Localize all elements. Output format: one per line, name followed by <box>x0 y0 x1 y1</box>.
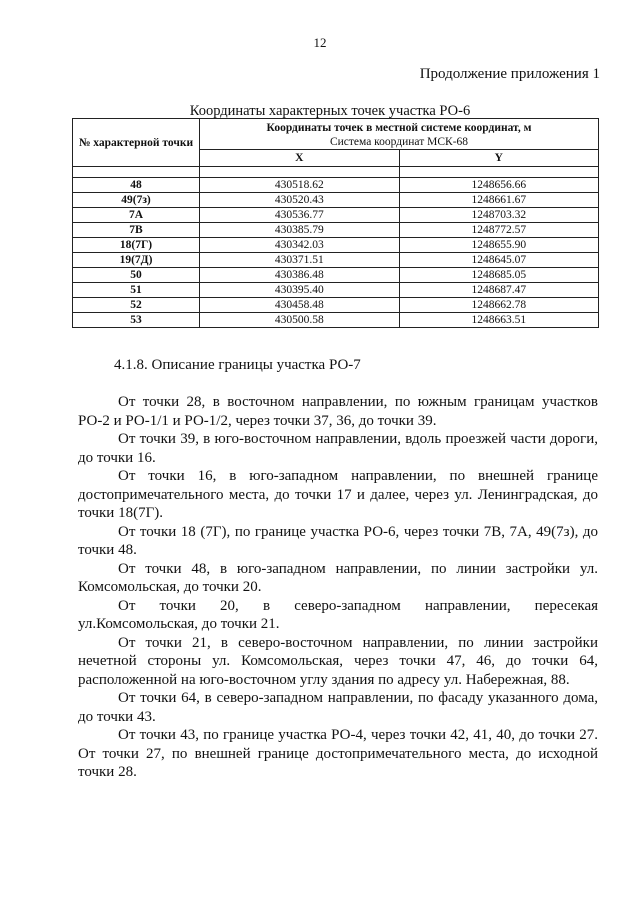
cell-point: 51 <box>73 283 200 298</box>
cell-point: 19(7Д) <box>73 253 200 268</box>
cell-x-value: 430371.51 <box>200 253 400 268</box>
column-header-coordinates <box>200 119 599 150</box>
cell-y-value: 1248656.66 <box>399 178 599 193</box>
cell-point: 50 <box>73 268 200 283</box>
cell-x-value: 430536.77 <box>200 208 400 223</box>
paragraph: От точки 64, в северо-западном направлении, по фасаду указанного дома, до точки 43. <box>78 690 598 725</box>
cell-point: 49(7з) <box>73 193 200 208</box>
paragraph: От точки 16, в юго-западном направлении, по внешней границе достопримечательного места, до точки 17 и далее, через ул. Ленинградская, до точки 18(7Г). <box>78 468 598 521</box>
table-row <box>73 253 599 268</box>
cell-y-value: 1248772.57 <box>399 223 599 238</box>
cell-y-value: 1248685.05 <box>399 268 599 283</box>
page-number: 12 <box>313 35 327 50</box>
cell-point: 52 <box>73 298 200 313</box>
cell-x-value: 430395.40 <box>200 283 400 298</box>
table-spacer-row <box>73 167 599 178</box>
section-heading: 4.1.8. Описание границы участка РО-7 <box>114 357 361 373</box>
paragraph: От точки 18 (7Г), по границе участка РО-6, через точки 7В, 7А, 49(7з), до точки 48. <box>78 523 598 558</box>
cell-point: 48 <box>73 178 200 193</box>
cell-x-value: 430386.48 <box>200 268 400 283</box>
cell-x-value: 430458.48 <box>200 298 400 313</box>
cell-point: 18(7Г) <box>73 238 200 253</box>
coordinates-table <box>72 118 599 328</box>
cell-y-value: 1248662.78 <box>399 298 599 313</box>
cell-y-value: 1248645.07 <box>399 253 599 268</box>
table-row <box>73 208 599 223</box>
cell-point: 53 <box>73 313 200 328</box>
paragraph: От точки 21, в северо-восточном направлении, по линии застройки нечетной стороны ул. Комсомольская, через точки 47, 46, до точки 64, расположенной на юго-восточном углу здания по адресу ул. Набережная, 88. <box>78 634 598 688</box>
cell-x-value: 430385.79 <box>200 223 400 238</box>
table-row <box>73 298 599 313</box>
column-header-point: № характерной точки <box>73 119 200 167</box>
table-row <box>73 313 599 328</box>
paragraph: От точки 43, по границе участка РО-4, через точки 42, 41, 40, до точки 27. От точки 27, по внешней границе достопримечательного места, до исходной точки 28. <box>78 727 598 780</box>
table-row <box>73 283 599 298</box>
cell-point: 7А <box>73 208 200 223</box>
boundary-description <box>78 393 598 782</box>
cell-y-value: 1248703.32 <box>399 208 599 223</box>
appendix-note: Продолжение приложения 1 <box>419 66 600 82</box>
cell-x-value: 430500.58 <box>200 313 400 328</box>
coordinates-header-title: Координаты точек в местной системе координат, м <box>266 122 532 134</box>
table-row <box>73 268 599 283</box>
cell-y-value: 1248687.47 <box>399 283 599 298</box>
cell-y-value: 1248663.51 <box>399 313 599 328</box>
paragraph: От точки 48, в юго-западном направлении, по линии застройки ул. Комсомольская, до точки 20. <box>78 560 598 595</box>
column-header-y: Y <box>399 150 599 167</box>
cell-x-value: 430342.03 <box>200 238 400 253</box>
table-row <box>73 193 599 208</box>
cell-x-value: 430520.43 <box>200 193 400 208</box>
cell-point: 7В <box>73 223 200 238</box>
table-body <box>73 167 599 328</box>
cell-y-value: 1248655.90 <box>399 238 599 253</box>
coordinates-header-system: Система координат МСК-68 <box>329 136 469 148</box>
column-header-x: X <box>200 150 400 167</box>
paragraph: От точки 28, в восточном направлении, по южным границам участков РО-2 и РО-1/1 и РО-1/2, через точки 37, 36, до точки 39. <box>78 394 598 429</box>
cell-y-value: 1248661.67 <box>399 193 599 208</box>
table-row <box>73 223 599 238</box>
table-row <box>73 238 599 253</box>
table-title: Координаты характерных точек участка РО-6 <box>189 103 471 119</box>
cell-x-value: 430518.62 <box>200 178 400 193</box>
paragraph: От точки 20, в северо-западном направлении, пересекая ул.Комсомольская, до точки 21. <box>78 597 598 632</box>
paragraph: От точки 39, в юго-восточном направлении, вдоль проезжей части дороги, до точки 16. <box>78 431 598 466</box>
table-row <box>73 178 599 193</box>
